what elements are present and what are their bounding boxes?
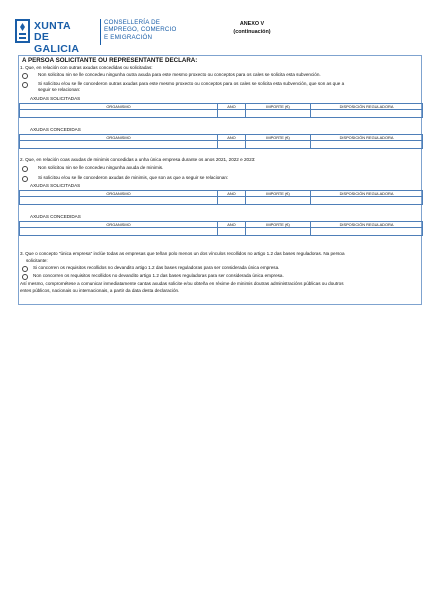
annex-heading: [232, 20, 272, 36]
cell-importe-input[interactable]: [246, 197, 311, 205]
cell-ano-input[interactable]: [218, 197, 246, 205]
col-importe: IMPORTE (€): [246, 191, 311, 197]
cell-disposicion-input[interactable]: [311, 228, 423, 236]
question-3-cont: solicitante:: [26, 258, 48, 263]
col-importe: IMPORTE (€): [246, 104, 311, 110]
col-organismo: ORGANISMO: [20, 104, 218, 110]
header-divider: [100, 19, 101, 45]
declaration-title: A PERSOA SOLICITANTE OU REPRESENTANTE DECLARA:: [22, 57, 198, 64]
q2-option-yes-label: Si solicitou e/ou se lle concederon axudas de minimis, que son as que a seguir se relacionan:: [38, 175, 229, 180]
col-importe: IMPORTE (€): [246, 135, 311, 141]
annex-subtitle: (continuación): [233, 29, 271, 35]
table-minimis-solicitadas: [19, 190, 423, 205]
col-ano: ANO: [218, 222, 246, 228]
col-disposicion: DISPOSICIÓN REGULADORA: [311, 135, 423, 141]
cell-importe-input[interactable]: [246, 110, 311, 118]
department-line: CONSELLERÍA DE: [104, 19, 161, 26]
q2-option-no-radio[interactable]: [22, 166, 28, 172]
logo-text-line2: DE GALICIA: [34, 31, 80, 55]
col-ano: ANO: [218, 135, 246, 141]
logo-text-line1: XUNTA: [34, 20, 71, 32]
label-axudas-concedidas: AXUDAS CONCEDIDAS: [30, 127, 81, 132]
annex-title: ANEXO V: [239, 21, 265, 27]
cell-organismo-input[interactable]: [20, 197, 218, 205]
cell-importe-input[interactable]: [246, 228, 311, 236]
col-disposicion: DISPOSICIÓN REGULADORA: [311, 191, 423, 197]
closing-statement: Así mesmo, comprométese a comunicar inmediatamente cantas axudas solicite e/ou obteña en réxime de minimis doutras administracións públicas ou doutros: [20, 281, 344, 286]
closing-statement-cont: entes públicos, nacionais ou internacionais, a partir da data desta declaración.: [20, 288, 180, 293]
cell-ano-input[interactable]: [218, 110, 246, 118]
q1-option-yes-label: Si solicitou e/ou se lle concederon outras axudas para este mesmo proxecto ou conceptos para os cales se solicita esta subvención, que son as que a: [38, 81, 345, 86]
q2-option-no-label: Non solicitou nin se lle concedeu ningunha axuda de minimis.: [38, 165, 164, 170]
cell-importe-input[interactable]: [246, 141, 311, 149]
col-disposicion: DISPOSICIÓN REGULADORA: [311, 104, 423, 110]
label-axudas-solicitadas-2: AXUDAS SOLICITADAS: [30, 183, 81, 188]
q1-option-yes-radio[interactable]: [22, 82, 28, 88]
q3-option-yes-label: Si concorren os requisitos recollidos no devandito artigo 1.2 das bases reguladoras para ser considerada única empresa.: [33, 265, 280, 270]
q3-option-yes-radio[interactable]: [22, 266, 28, 272]
cell-organismo-input[interactable]: [20, 141, 218, 149]
cell-ano-input[interactable]: [218, 228, 246, 236]
galicia-emblem-icon: [14, 18, 31, 44]
table-axudas-solicitadas: [19, 103, 423, 118]
cell-organismo-input[interactable]: [20, 110, 218, 118]
q3-option-no-label: Non concorren os requisitos recollidos no devandito artigo 1.2 das bases reguladoras para ser considerada única empresa.: [33, 273, 284, 278]
q1-option-no-label: Non solicitou nin se lle concedeu ningunha outra axuda para este mesmo proxecto ou conceptos para os cales se solicita esta subvención.: [38, 72, 321, 77]
col-ano: ANO: [218, 191, 246, 197]
table-axudas-concedidas: [19, 134, 423, 149]
cell-disposicion-input[interactable]: [311, 197, 423, 205]
table-minimis-concedidas: [19, 221, 423, 236]
xunta-logo: [14, 18, 96, 55]
cell-organismo-input[interactable]: [20, 228, 218, 236]
question-1: 1. Que, en relación con outras axudas concedidas ou solicitadas:: [20, 65, 153, 70]
q1-option-yes-label-cont: seguir se relacionan:: [38, 87, 81, 92]
department-name: [104, 19, 177, 41]
cell-disposicion-input[interactable]: [311, 110, 423, 118]
q1-option-no-radio[interactable]: [22, 73, 28, 79]
department-line: E EMIGRACIÓN: [104, 33, 153, 41]
col-importe: IMPORTE (€): [246, 222, 311, 228]
cell-disposicion-input[interactable]: [311, 141, 423, 149]
question-3: 3. Que o concepto "única empresa" inclúe todas as empresas que teñan polo menos un dos vínculos recollidos no artigo 1.2 das bases reguladoras. Na persoa: [20, 251, 345, 256]
col-organismo: ORGANISMO: [20, 191, 218, 197]
question-2: 2. Que, en relación coas axudas de minimis concedidas a unha única empresa durante os anos 2021, 2022 e 2023:: [20, 157, 256, 162]
label-axudas-concedidas-2: AXUDAS CONCEDIDAS: [30, 214, 81, 219]
col-organismo: ORGANISMO: [20, 222, 218, 228]
col-organismo: ORGANISMO: [20, 135, 218, 141]
department-line: EMPREGO, COMERCIO: [104, 26, 177, 34]
q2-option-yes-radio[interactable]: [22, 176, 28, 182]
cell-ano-input[interactable]: [218, 141, 246, 149]
label-axudas-solicitadas: AXUDAS SOLICITADAS: [30, 96, 81, 101]
col-disposicion: DISPOSICIÓN REGULADORA: [311, 222, 423, 228]
q3-option-no-radio[interactable]: [22, 274, 28, 280]
col-ano: ANO: [218, 104, 246, 110]
